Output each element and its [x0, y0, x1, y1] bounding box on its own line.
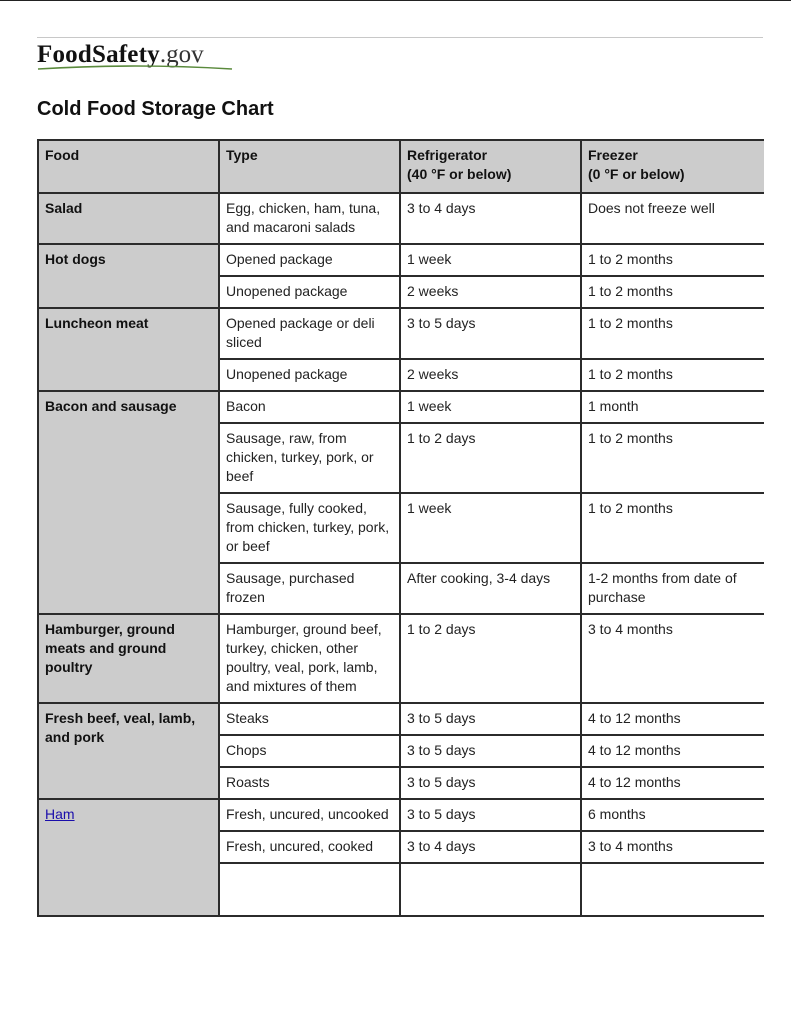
type-cell: Sausage, purchased frozen: [219, 563, 400, 614]
refrigerator-cell: 2 weeks: [400, 359, 581, 391]
type-cell: Opened package or deli sliced: [219, 308, 400, 359]
column-header-food: Food: [38, 140, 219, 193]
freezer-cell: 1 to 2 months: [581, 308, 764, 359]
table-row: [38, 799, 764, 831]
type-cell: Roasts: [219, 767, 400, 799]
freezer-cell: 3 to 4 months: [581, 614, 764, 703]
food-cell: Salad: [38, 193, 219, 244]
freezer-cell: 1 to 2 months: [581, 359, 764, 391]
refrigerator-cell: 3 to 5 days: [400, 799, 581, 831]
freezer-cell: 1 month: [581, 391, 764, 423]
refrigerator-cell: [400, 863, 581, 916]
type-cell: Fresh, uncured, cooked: [219, 831, 400, 863]
refrigerator-cell: 3 to 5 days: [400, 735, 581, 767]
refrigerator-cell: 3 to 5 days: [400, 308, 581, 359]
type-cell: Bacon: [219, 391, 400, 423]
logo-brand: FoodSafety: [37, 41, 160, 68]
refrigerator-cell: After cooking, 3-4 days: [400, 563, 581, 614]
type-cell: Sausage, raw, from chicken, turkey, pork, or beef: [219, 423, 400, 493]
food-cell: Bacon and sausage: [38, 391, 219, 614]
freezer-cell: 4 to 12 months: [581, 767, 764, 799]
refrigerator-cell: 3 to 5 days: [400, 767, 581, 799]
refrigerator-cell: 3 to 5 days: [400, 703, 581, 735]
food-cell: Luncheon meat: [38, 308, 219, 391]
type-cell: Hamburger, ground beef, turkey, chicken, other poultry, veal, pork, lamb, and mixtures of them: [219, 614, 400, 703]
freezer-cell: 1 to 2 months: [581, 276, 764, 308]
freezer-cell: 4 to 12 months: [581, 703, 764, 735]
column-header-freezer: Freezer (0 °F or below): [581, 140, 764, 193]
freezer-cell: 1 to 2 months: [581, 493, 764, 563]
refrigerator-cell: 2 weeks: [400, 276, 581, 308]
refrigerator-cell: 1 week: [400, 244, 581, 276]
refrigerator-cell: 1 to 2 days: [400, 423, 581, 493]
cold-food-storage-table: [37, 139, 764, 917]
table-row: [38, 193, 764, 244]
refrigerator-cell: 1 to 2 days: [400, 614, 581, 703]
type-cell: Chops: [219, 735, 400, 767]
freezer-cell: 1-2 months from date of purchase: [581, 563, 764, 614]
column-header-refrigerator: Refrigerator (40 °F or below): [400, 140, 581, 193]
table-header-row: [38, 140, 764, 193]
storage-table-container: [37, 139, 764, 961]
food-cell: Hamburger, ground meats and ground poultry: [38, 614, 219, 703]
freezer-cell: 3 to 4 months: [581, 831, 764, 863]
logo-swoosh-icon: [37, 64, 233, 70]
food-link[interactable]: Ham: [45, 806, 75, 822]
window-top-border: [0, 0, 791, 1]
refrigerator-cell: 1 week: [400, 493, 581, 563]
column-header-type: Type: [219, 140, 400, 193]
food-cell: Fresh beef, veal, lamb, and pork: [38, 703, 219, 799]
refrigerator-cell: 3 to 4 days: [400, 193, 581, 244]
freezer-cell: 1 to 2 months: [581, 244, 764, 276]
type-cell: Fresh, uncured, uncooked: [219, 799, 400, 831]
type-cell: Opened package: [219, 244, 400, 276]
type-cell: Unopened package: [219, 276, 400, 308]
page-title: Cold Food Storage Chart: [37, 98, 274, 120]
freezer-cell: 1 to 2 months: [581, 423, 764, 493]
header-rule: [37, 37, 763, 38]
freezer-cell: 6 months: [581, 799, 764, 831]
table-row: [38, 244, 764, 276]
refrigerator-cell: 3 to 4 days: [400, 831, 581, 863]
table-body: [38, 193, 764, 916]
type-cell: Steaks: [219, 703, 400, 735]
table-row: [38, 391, 764, 423]
type-cell: Sausage, fully cooked, from chicken, turkey, pork, or beef: [219, 493, 400, 563]
type-cell: Egg, chicken, ham, tuna, and macaroni salads: [219, 193, 400, 244]
table-row: [38, 308, 764, 359]
logo-tld: .gov: [159, 41, 204, 68]
freezer-cell: [581, 863, 764, 916]
freezer-cell: 4 to 12 months: [581, 735, 764, 767]
table-row: [38, 614, 764, 703]
food-cell: [38, 799, 219, 916]
food-cell: Hot dogs: [38, 244, 219, 308]
refrigerator-cell: 1 week: [400, 391, 581, 423]
freezer-cell: Does not freeze well: [581, 193, 764, 244]
type-cell: Unopened package: [219, 359, 400, 391]
table-row: [38, 703, 764, 735]
type-cell: [219, 863, 400, 916]
